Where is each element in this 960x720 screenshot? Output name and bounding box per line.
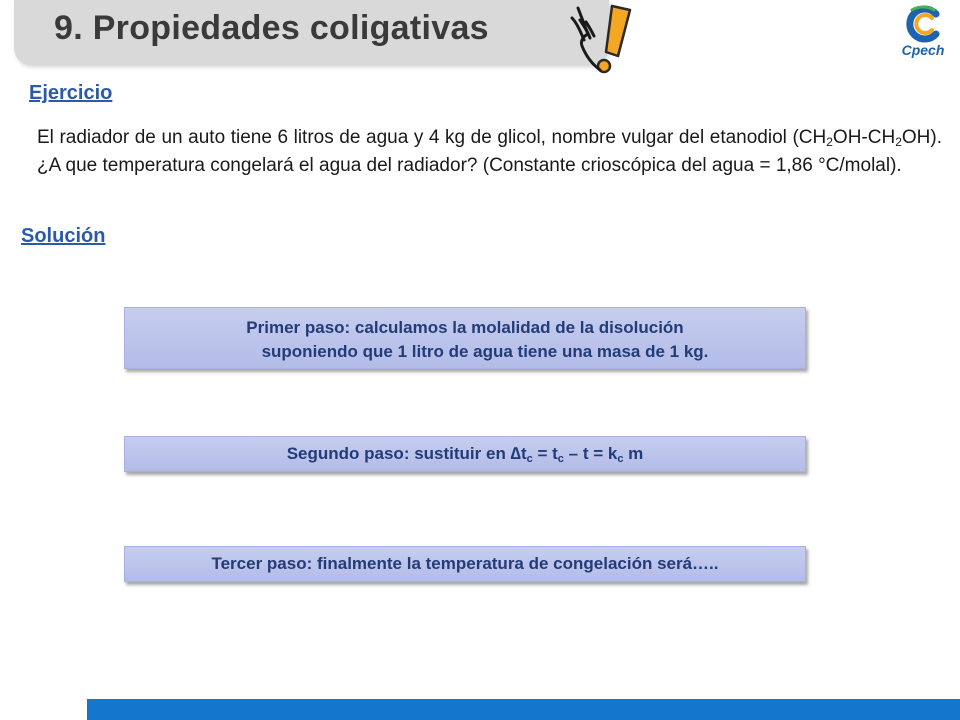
problem-statement xyxy=(37,124,942,180)
step-1-line-1: Primer paso: calculamos la molalidad de la disolución xyxy=(246,318,684,337)
step-3-box[interactable] xyxy=(124,546,806,582)
problem-text-part3: OH). ¿A que temperatura congelará el agua del radiador? (Constante crioscópica del agua = 1,86 °C/molal). xyxy=(37,127,942,176)
solution-label: Solución xyxy=(21,225,106,247)
step-2-suffix: m xyxy=(623,444,644,463)
hand-pointer-exclamation-icon xyxy=(566,0,646,78)
brand-name: Cpech xyxy=(901,42,945,58)
problem-text-part2: OH-CH xyxy=(832,127,896,148)
footer-bar xyxy=(87,699,960,720)
step-2-sub-b: c xyxy=(557,453,564,465)
step-2-prefix: Segundo paso: sustituir en ∆t xyxy=(286,444,527,463)
page-title: 9. Propiedades coligativas xyxy=(54,9,489,47)
cpech-logo-icon xyxy=(902,4,944,44)
step-2-sub-a: c xyxy=(526,453,533,465)
problem-text-part1: El radiador de un auto tiene 6 litros de agua y 4 kg de glicol, nombre vulgar del etanodiol (CH xyxy=(37,127,827,148)
subscript-2b: 2 xyxy=(895,135,902,149)
exercise-label: Ejercicio xyxy=(29,82,113,104)
step-3-text: Tercer paso: finalmente la temperatura de congelación será….. xyxy=(211,554,719,573)
title-tab xyxy=(14,0,609,64)
step-2-box[interactable] xyxy=(124,436,806,472)
step-2-sub-c: c xyxy=(617,453,624,465)
step-2-mid2: – t = k xyxy=(563,444,618,463)
cpech-logo xyxy=(888,4,958,62)
step-2-mid: = t xyxy=(532,444,558,463)
subscript-2a: 2 xyxy=(826,135,833,149)
step-1-box[interactable] xyxy=(124,307,806,369)
step-1-line-2: suponiendo que 1 litro de agua tiene una masa de 1 kg. xyxy=(261,342,709,361)
